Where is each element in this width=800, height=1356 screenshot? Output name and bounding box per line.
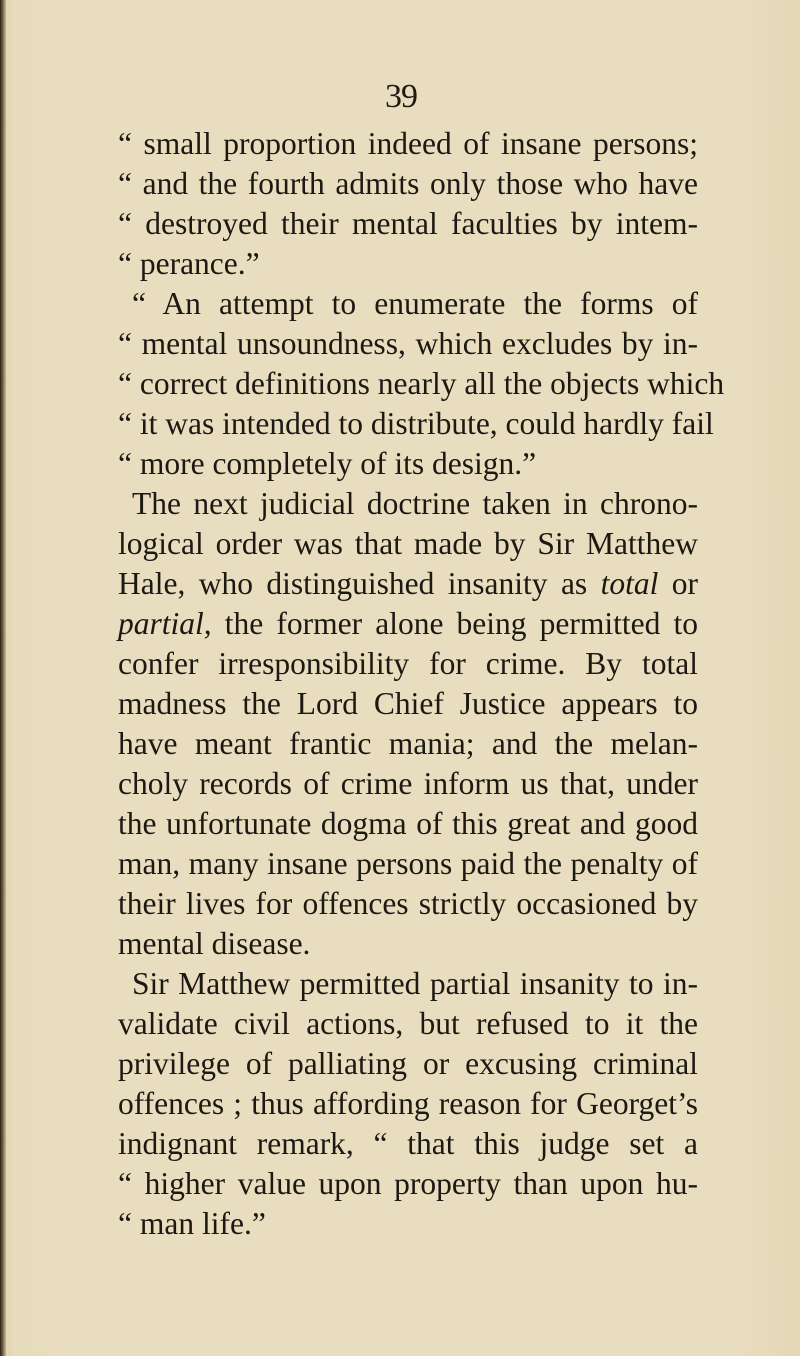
- text-line: [118, 564, 698, 604]
- text-line: “ correct definitions nearly all the objects which: [118, 366, 725, 401]
- text-line: man, many insane persons paid the penalty of: [118, 846, 698, 881]
- text-line: “ and the fourth admits only those who have: [118, 166, 698, 201]
- text-line: The next judicial doctrine taken in chrono-: [132, 486, 698, 521]
- text-line: “ more completely of its design.”: [118, 446, 537, 481]
- text-segment: Hale, who distinguished insanity as: [118, 566, 601, 601]
- text-line: madness the Lord Chief Justice appears to: [118, 686, 698, 721]
- body-text: [118, 124, 725, 1244]
- text-line: confer irresponsibility for crime. By total: [118, 646, 698, 681]
- text-line: validate civil actions, but refused to it the: [118, 1006, 698, 1041]
- text-line: have meant frantic mania; and the melan-: [118, 726, 698, 761]
- text-line: [118, 604, 698, 644]
- text-line: “ higher value upon property than upon hu-: [118, 1166, 698, 1201]
- italic-term: total: [600, 566, 659, 601]
- text-line: “ small proportion indeed of insane persons;: [118, 126, 698, 161]
- text-line: “ destroyed their mental faculties by intem-: [118, 206, 698, 241]
- italic-term: partial,: [118, 606, 212, 641]
- text-segment: the former alone being permitted to: [211, 606, 698, 641]
- text-line: privilege of palliating or excusing criminal: [118, 1046, 698, 1081]
- text-line: “ perance.”: [118, 246, 260, 281]
- page-binding-edge: [0, 0, 6, 1356]
- text-line: choly records of crime inform us that, under: [118, 766, 698, 801]
- text-line: their lives for offences strictly occasioned by: [118, 886, 698, 921]
- text-line: “ An attempt to enumerate the forms of: [132, 286, 698, 321]
- text-line: mental disease.: [118, 926, 311, 961]
- text-line: the unfortunate dogma of this great and good: [118, 806, 698, 841]
- text-line: “ it was intended to distribute, could hardly fail: [118, 406, 714, 441]
- text-line: “ mental unsoundness, which excludes by in-: [118, 326, 698, 361]
- text-segment: or: [658, 566, 699, 601]
- page-number: 39: [385, 78, 417, 115]
- text-line: offences ; thus affording reason for Georget’s: [118, 1086, 698, 1121]
- text-line: indignant remark, “ that this judge set a: [118, 1126, 698, 1161]
- text-line: Sir Matthew permitted partial insanity to in-: [132, 966, 698, 1001]
- text-line: logical order was that made by Sir Matthew: [118, 526, 698, 561]
- text-line: “ man life.”: [118, 1206, 266, 1241]
